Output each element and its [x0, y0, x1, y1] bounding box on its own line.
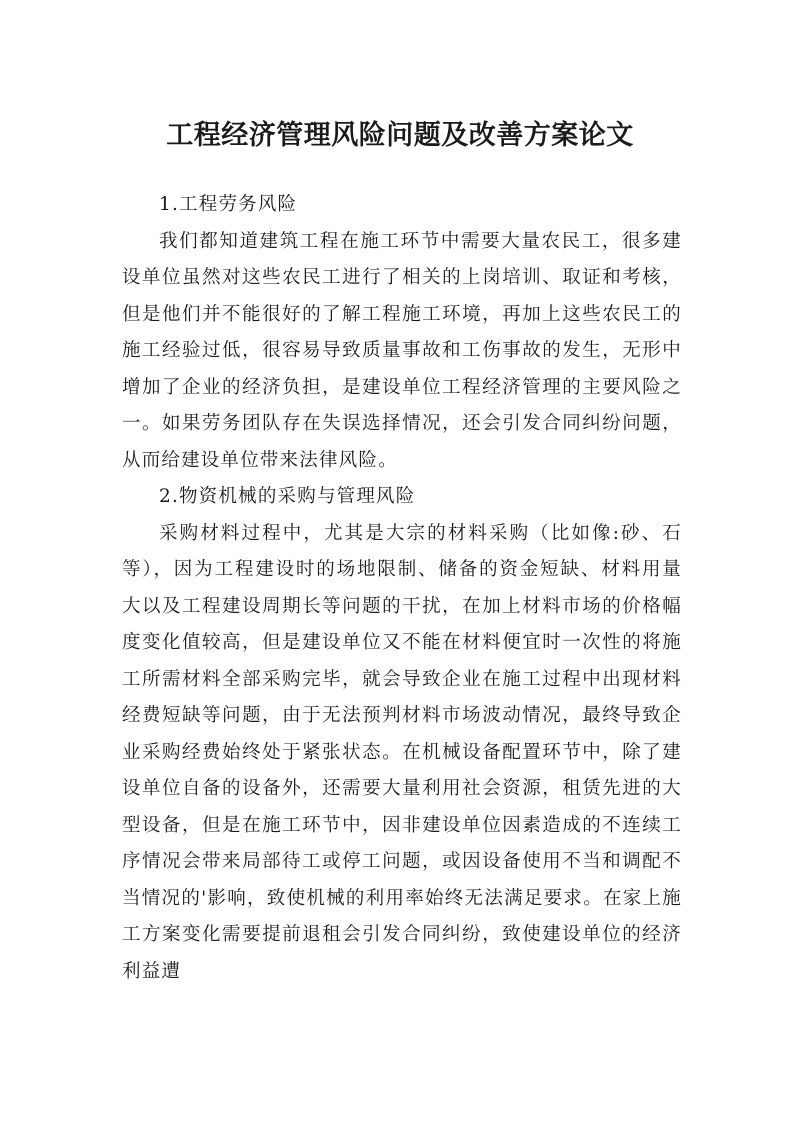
- section-paragraph-procurement-risk: 采购材料过程中，尤其是大宗的材料采购（比如像:砂、石等），因为工程建设时的场地限制、储备的资金短缺、材料用量大以及工程建设周期长等问题的干扰，在加上材料市场的价格幅度变化值较高，但是建设单位又不能在材料便宜时一次性的将施工所需材料全部采购完毕，就会导致企业在施工过程中出现材料经费短缺等问题，由于无法预判材料市场波动情况，最终导致企业采购经费始终处于紧张状态。在机械设备配置环节中，除了建设单位自备的设备外，还需要大量利用社会资源，租赁先进的大型设备，但是在施工环节中，因非建设单位因素造成的不连续工序情况会带来局部待工或停工问题，或因设备使用不当和调配不当情况的'影响，致使机械的利用率始终无法满足要求。在家上施工方案变化需要提前退租会引发合同纠纷，致使建设单位的经济利益遭: [122, 522, 682, 982]
- section-heading-labor-risk: 1.工程劳务风险: [159, 194, 298, 215]
- document-title: 工程经济管理风险问题及改善方案论文: [166, 120, 634, 152]
- document-body: [122, 187, 682, 990]
- section-paragraph-labor-risk: 我们都知道建筑工程在施工环节中需要大量农民工，很多建设单位虽然对这些农民工进行了相关的上岗培训、取证和考核，但是他们并不能很好的了解工程施工环境，再加上这些农民工的施工经验过低，很容易导致质量事故和工伤事故的发生，无形中增加了企业的经济负担，是建设单位工程经济管理的主要风险之一。如果劳务团队存在失误选择情况，还会引发合同纠纷问题，从而给建设单位带来法律风险。: [122, 230, 682, 471]
- section-heading-procurement-risk: 2.物资机械的采购与管理风险: [159, 486, 416, 507]
